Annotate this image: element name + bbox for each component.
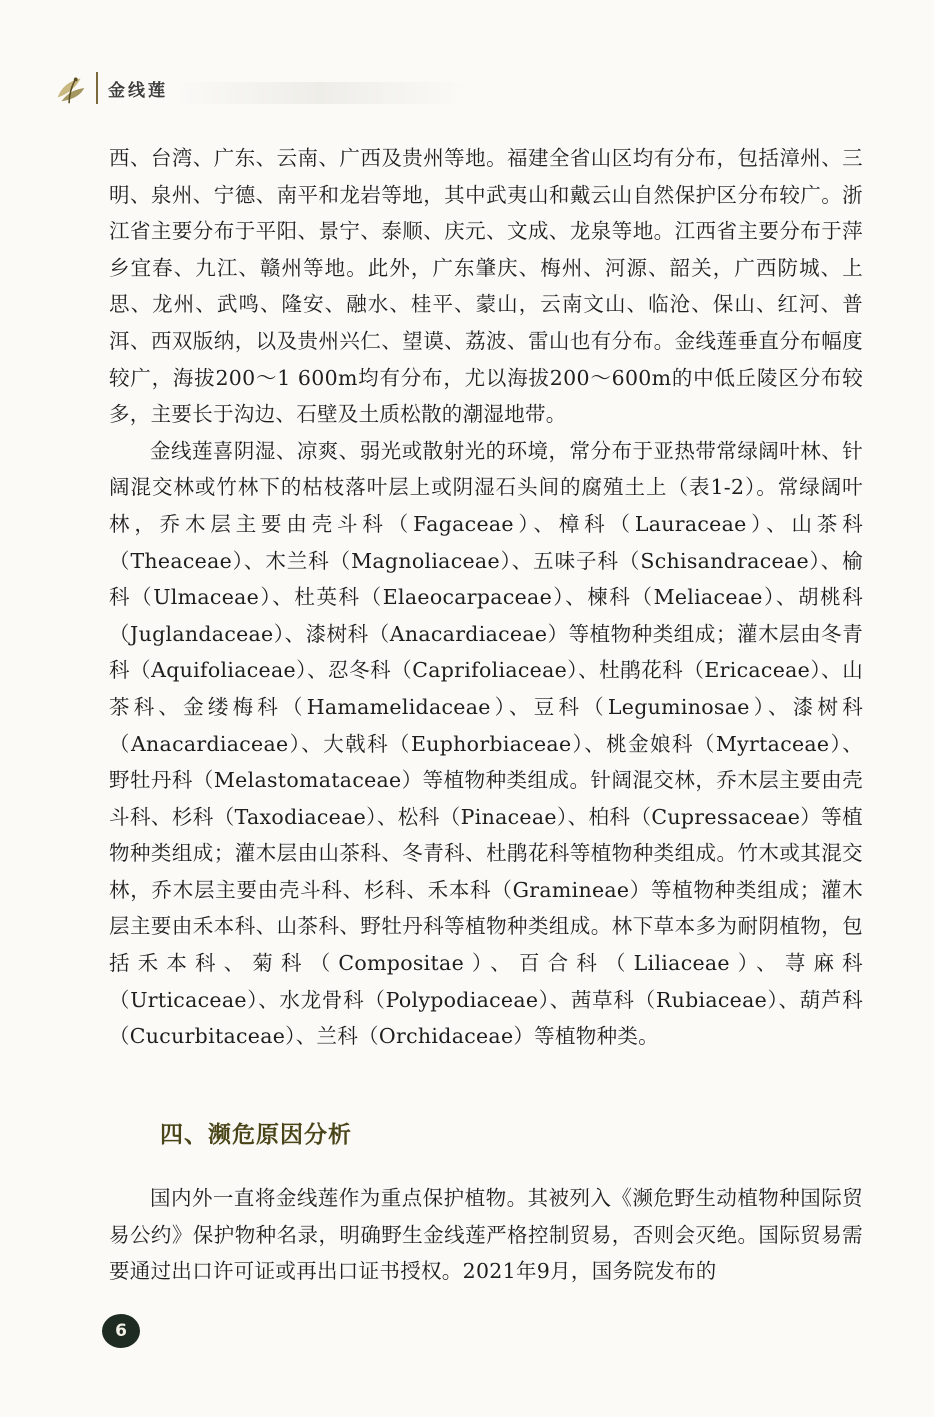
- header-title: 金线莲: [108, 80, 168, 101]
- section-body: [109, 1180, 863, 1290]
- section-heading: 四、濒危原因分析: [160, 1122, 352, 1148]
- paragraph-distribution: 西、台湾、广东、云南、广西及贵州等地。福建全省山区均有分布，包括漳州、三明、泉州、宁德、南平和龙岩等地，其中武夷山和戴云山自然保护区分布较广。浙江省主要分布于平阳、景宁、泰顺、庆元、文成、龙泉等地。江西省主要分布于萍乡宜春、九江、赣州等地。此外，广东肇庆、梅州、河源、韶关，广西防城、上思、龙州、武鸣、隆安、融水、桂平、蒙山，云南文山、临沧、保山、红河、普洱、西双版纳，以及贵州兴仁、望谟、荔波、雷山也有分布。金线莲垂直分布幅度较广，海拔200～1 600m均有分布，尤以海拔200～600m的中低丘陵区分布较多，主要长于沟边、石壁及土质松散的潮湿地带。: [109, 146, 863, 427]
- page-number-badge: 6: [102, 1314, 140, 1348]
- running-header: [52, 68, 168, 108]
- paragraph-habitat: 金线莲喜阴湿、凉爽、弱光或散射光的环境，常分布于亚热带常绿阔叶林、针阔混交林或竹林下的枯枝落叶层上或阴湿石头间的腐殖土上（表1-2）。常绿阔叶林，乔木层主要由壳斗科（Fagaceae）、樟科（Lauraceae）、山茶科（Theaceae）、木兰科（Magnoliaceae）、五味子科（Schisandraceae）、榆科（Ulmaceae）、杜英科（Elaeocarpaceae）、楝科（Meliaceae）、胡桃科（Juglandaceae）、漆树科（Anacardiaceae）等植物种类组成；灌木层由冬青科（Aquifoliaceae）、忍冬科（Caprifoliaceae）、杜鹃花科（Ericaceae）、山茶科、金缕梅科（Hamamelidaceae）、豆科（Leguminosae）、漆树科（Anacardiaceae）、大戟科（Euphorbiaceae）、桃金娘科（Myrtaceae）、野牡丹科（Melastomataceae）等植物种类组成。针阔混交林，乔木层主要由壳斗科、杉科（Taxodiaceae）、松科（Pinaceae）、柏科（Cupressaceae）等植物种类组成；灌木层由山茶科、冬青科、杜鹃花科等植物种类组成。竹木或其混交林，乔木层主要由壳斗科、杉科、禾本科（Gramineae）等植物种类组成；灌木层主要由禾本科、山茶科、野牡丹科等植物种类组成。林下草本多为耐阴植物，包括禾本科、菊科（Compositae）、百合科（Liliaceae）、荨麻科（Urticaceae）、水龙骨科（Polypodiaceae）、茜草科（Rubiaceae）、葫芦科（Cucurbitaceae）、兰科（Orchidaceae）等植物种类。: [109, 438, 863, 1049]
- body-text: [109, 140, 863, 1055]
- leaf-sprout-icon: [52, 69, 90, 107]
- header-divider: [96, 72, 98, 104]
- paragraph-endangered-causes: 国内外一直将金线莲作为重点保护植物。其被列入《濒危野生动植物种国际贸易公约》保护物种名录，明确野生金线莲严格控制贸易，否则会灭绝。国际贸易需要通过出口许可证或再出口证书授权。2021年9月，国务院发布的: [109, 1186, 863, 1284]
- bleed-through-shadow: [170, 82, 470, 104]
